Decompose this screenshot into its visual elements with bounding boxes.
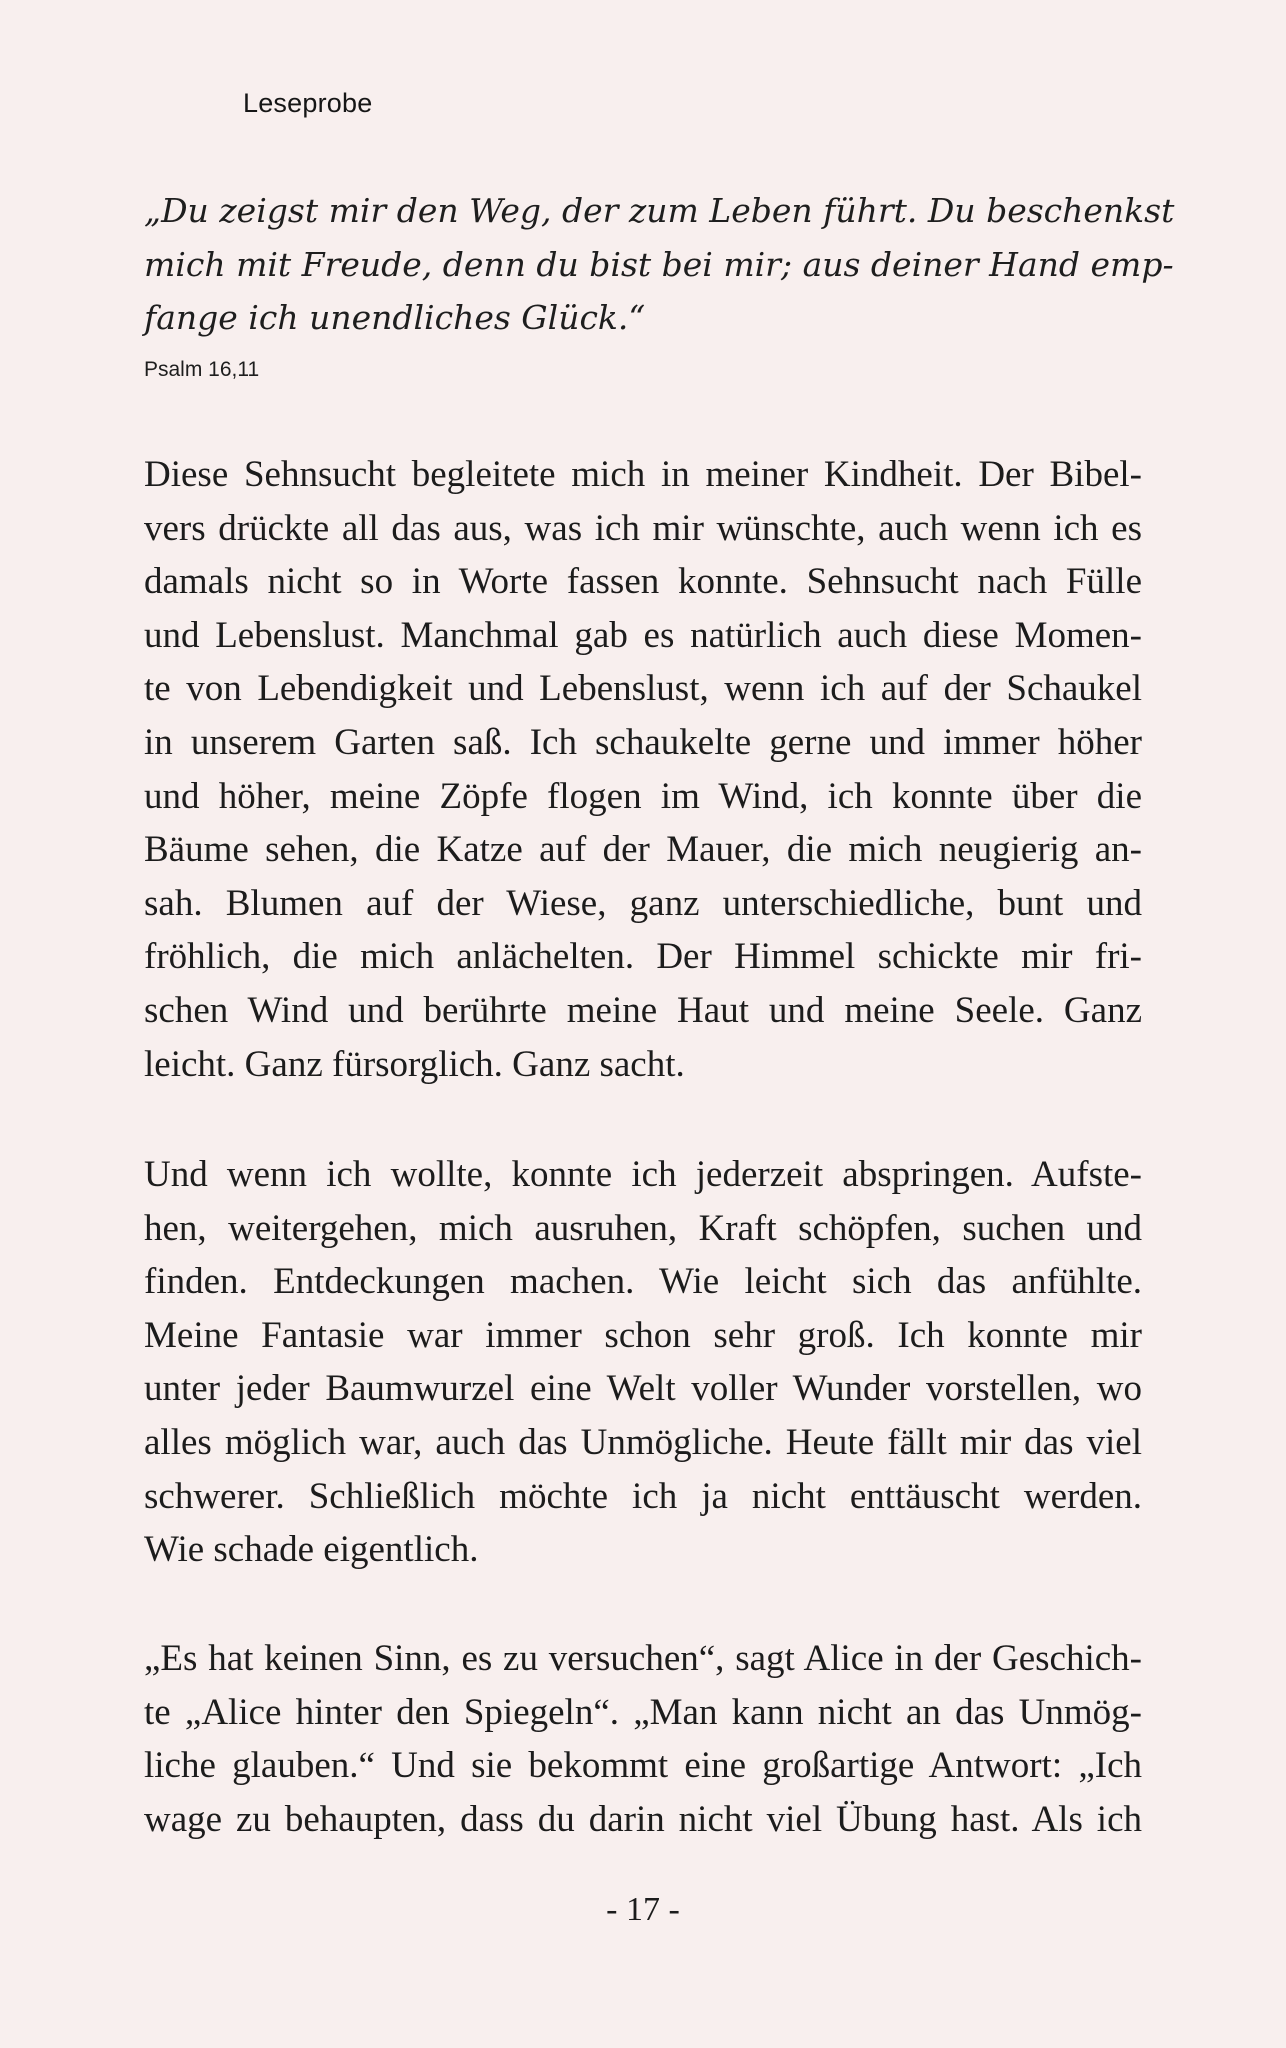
epigraph-quote: [144, 184, 1175, 345]
paragraph-3: [144, 1632, 1142, 1846]
text-line: unter jeder Baumwurzel eine Welt voller Wunder vorstellen, wo: [144, 1368, 1142, 1410]
text-line: Bäume sehen, die Katze auf der Mauer, die mich neugierig an-: [144, 829, 1142, 871]
text-line: hen, weitergehen, mich ausruhen, Kraft schöpfen, suchen und: [144, 1207, 1142, 1249]
text-line: leicht. Ganz fürsorglich. Ganz sacht.: [144, 1043, 685, 1085]
text-line: te „Alice hinter den Spiegeln“. „Man kann nicht an das Unmög-: [144, 1691, 1142, 1733]
quote-line: fange ich unendliches Glück.“: [144, 298, 646, 337]
text-line: Meine Fantasie war immer schon sehr groß. Ich konnte mir: [144, 1314, 1142, 1356]
text-line: sah. Blumen auf der Wiese, ganz unterschiedliche, bunt und: [144, 882, 1142, 924]
text-line: liche glauben.“ Und sie bekommt eine großartige Antwort: „Ich: [144, 1745, 1142, 1787]
text-line: finden. Entdeckungen machen. Wie leicht sich das anfühlte.: [144, 1261, 1142, 1303]
text-line: schwerer. Schließlich möchte ich ja nicht enttäuscht werden.: [144, 1475, 1142, 1517]
quote-source: Psalm 16,11: [144, 358, 260, 381]
text-line: alles möglich war, auch das Unmögliche. Heute fällt mir das viel: [144, 1421, 1142, 1463]
text-line: wage zu behaupten, dass du darin nicht viel Übung hast. Als ich: [144, 1798, 1142, 1840]
text-line: „Es hat keinen Sinn, es zu versuchen“, sagt Alice in der Geschich-: [144, 1638, 1142, 1679]
text-line: in unserem Garten saß. Ich schaukelte gerne und immer höher: [144, 721, 1142, 763]
running-header: Leseprobe: [243, 88, 373, 118]
text-line: Und wenn ich wollte, konnte ich jederzeit abspringen. Aufste-: [144, 1154, 1142, 1195]
text-line: Wie schade eigentlich.: [144, 1529, 479, 1571]
text-line: fröhlich, die mich anlächelten. Der Himmel schickte mir fri-: [144, 936, 1142, 978]
text-line: vers drückte all das aus, was ich mir wünschte, auch wenn ich es: [144, 507, 1142, 549]
paragraph-1: [144, 448, 1142, 1091]
quote-line: mich mit Freude, denn du bist bei mir; aus deiner Hand emp-: [144, 244, 1174, 284]
text-line: Diese Sehnsucht begleitete mich in meiner Kindheit. Der Bibel-: [144, 454, 1142, 495]
text-line: damals nicht so in Worte fassen konnte. Sehnsucht nach Fülle: [144, 561, 1142, 603]
text-line: te von Lebendigkeit und Lebenslust, wenn ich auf der Schaukel: [144, 668, 1142, 710]
text-line: und Lebenslust. Manchmal gab es natürlich auch diese Momen-: [144, 614, 1142, 656]
quote-line: „Du zeigst mir den Weg, der zum Leben führt. Du beschenkst: [144, 191, 1175, 230]
paragraph-2: [144, 1148, 1142, 1577]
text-line: schen Wind und berührte meine Haut und meine Seele. Ganz: [144, 989, 1142, 1031]
page-number: - 17 -: [606, 1891, 680, 1928]
text-line: und höher, meine Zöpfe flogen im Wind, ich konnte über die: [144, 775, 1142, 817]
